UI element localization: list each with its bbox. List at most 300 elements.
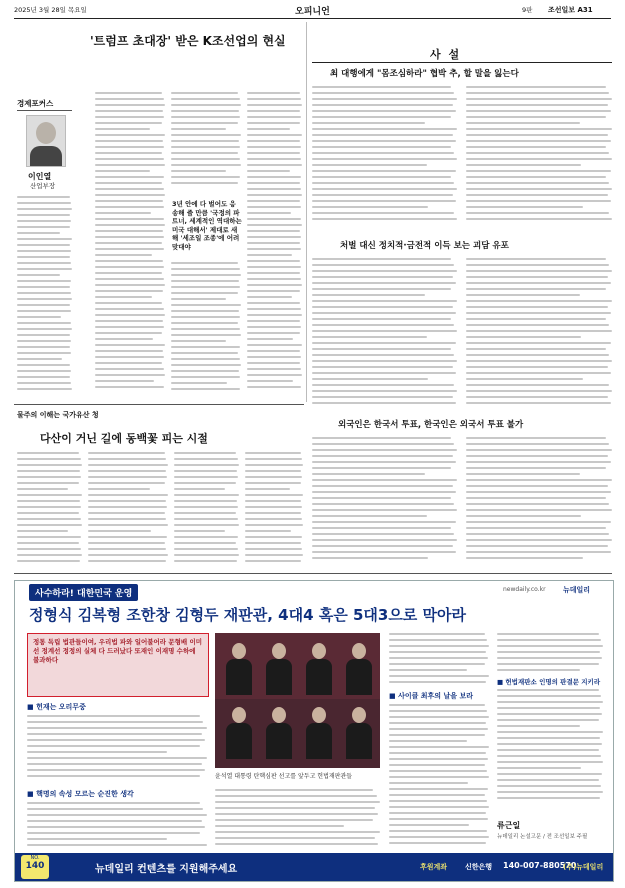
text-line [17,292,71,294]
text-line [312,188,457,190]
text-line [88,560,166,562]
text-line [312,158,457,160]
text-line [497,633,599,635]
text-line [497,645,603,647]
text-line [171,286,240,288]
editorial-2-title: 처벌 대신 정치적·금전적 이득 보는 괴담 유포 [340,241,509,251]
text-line [312,134,453,136]
text-line [171,164,241,166]
editorial-2-body-b [466,258,612,408]
text-line [247,332,300,334]
text-line [466,396,608,398]
text-line [466,342,611,344]
text-line [215,837,375,839]
column2-body-col-b [88,452,168,567]
text-line [171,298,226,300]
text-line [247,326,301,328]
text-line [466,318,606,320]
text-line [95,326,164,328]
text-line [247,266,301,268]
text-line [95,122,162,124]
text-line [174,458,238,460]
text-line [17,530,68,532]
text-line [171,182,238,184]
text-line [247,194,302,196]
text-line [466,170,611,172]
text-line [171,158,240,160]
text-line [312,372,456,374]
ad-support-text: 뉴데일리 컨텐츠를 지원해주세요 [95,864,238,875]
text-line [247,158,301,160]
text-line [215,831,380,833]
text-line [174,452,236,454]
text-line [174,554,239,556]
text-line [95,182,162,184]
text-line [95,242,162,244]
text-line [95,278,164,280]
text-line [174,548,238,550]
text-line [312,206,428,208]
ad-col4-body-a [497,633,603,675]
text-line [95,338,153,340]
text-line [312,521,456,523]
text-line [17,232,60,234]
text-line [27,844,207,846]
text-line [171,116,240,118]
text-line [171,274,241,276]
text-line [466,509,612,511]
text-line [389,806,489,808]
text-line [27,775,200,777]
ad-col1-body-b [27,802,207,850]
text-line [17,262,71,264]
text-line [247,164,302,166]
text-line [247,296,292,298]
text-line [88,494,168,496]
text-line [171,346,240,348]
text-line [497,725,580,727]
text-line [95,176,164,178]
text-line [215,789,373,791]
text-line [389,734,485,736]
editorial-3-title: 외국인은 한국서 투표, 한국인은 외국서 투표 불가 [338,420,524,430]
column1-body-col-d [247,92,302,397]
ad-account-number: 140-007-880570 [503,861,577,870]
text-line [247,212,291,214]
text-line [95,212,151,214]
text-line [17,196,70,198]
text-line [497,695,601,697]
text-line [247,200,300,202]
text-line [312,194,453,196]
text-line [27,832,200,834]
text-line [17,244,70,246]
ad-section-4: ■ 헌법재판소 인명의 판결문 지키라 [497,678,601,686]
text-line [247,182,300,184]
text-line [247,374,302,376]
text-line [245,560,301,562]
text-line [312,551,456,553]
text-line [171,170,226,172]
ad-section-1-label: 헌재는 오리무중 [36,703,86,711]
text-line [247,338,293,340]
text-line [17,208,72,210]
text-line [171,340,226,342]
text-line [17,494,82,496]
text-line [174,518,238,520]
text-line [17,376,70,378]
text-line [95,362,162,364]
editorial-1-title: 최 대행에게 "몸조심하라" 협박 추, 할 말을 잃는다 [330,69,519,79]
ad-badge-number: 140 [25,861,45,871]
text-line [95,200,163,202]
text-line [88,524,168,526]
text-line [171,122,238,124]
text-line [389,633,485,635]
text-line [466,455,608,457]
text-line [215,807,375,809]
text-line [312,342,456,344]
text-line [466,360,612,362]
text-line [497,797,600,799]
text-line [17,256,70,258]
text-line [171,334,241,336]
divider-left-group [306,22,307,402]
ad-headline: 정형식 김복형 조한창 김형두 재판관, 4대4 혹은 5대3으로 막아라 [29,606,466,624]
text-line [389,669,467,671]
text-line [466,264,609,266]
text-line [174,476,238,478]
text-line [312,503,454,505]
ad-section-1: ■ 헌재는 오리무중 [27,703,86,711]
text-line [312,396,453,398]
text-line [466,503,609,505]
text-line [95,98,164,100]
text-line [171,352,238,354]
column2-body-col-a [17,452,82,567]
text-line [95,128,150,130]
text-line [312,545,453,547]
text-line [466,515,581,517]
text-line [17,280,71,282]
text-line [171,110,239,112]
text-line [389,800,487,802]
text-line [245,518,302,520]
text-line [466,104,608,106]
text-line [17,268,72,270]
text-line [466,354,609,356]
text-line [95,356,164,358]
text-line [245,548,302,550]
text-line [245,452,301,454]
column1-body-col-a [17,196,72,396]
text-line [497,773,602,775]
text-line [171,140,239,142]
text-line [312,86,451,88]
text-line [312,318,451,320]
text-line [312,336,427,338]
text-line [17,214,70,216]
column2-byline: 물주의 이해는 국가유산 청 [17,411,99,419]
text-line [312,539,457,541]
text-line [389,704,485,706]
text-line [466,437,606,439]
text-line [247,290,300,292]
text-line [17,340,71,342]
text-line [17,524,82,526]
editorial-3-body-a [312,437,457,567]
text-line [466,449,612,451]
text-line [245,536,302,538]
text-line [245,464,303,466]
text-line [95,194,165,196]
ad-support-bar [15,853,613,881]
text-line [466,206,583,208]
text-line [389,746,489,748]
text-line [95,386,164,388]
text-line [17,548,81,550]
text-line [17,220,71,222]
text-line [95,266,164,268]
text-line [466,312,611,314]
text-line [95,218,164,220]
text-line [466,282,611,284]
column2-headline: 다산이 거닌 길에 동백꽃 피는 시절 [40,432,208,445]
masthead-rule [14,18,611,19]
text-line [27,727,207,729]
text-line [247,386,301,388]
text-line [95,296,152,298]
text-line [95,134,165,136]
text-line [95,158,164,160]
text-line [497,731,603,733]
text-line [245,524,303,526]
text-line [466,134,608,136]
ad-photo-caption: 윤석열 대통령 탄핵심판 선고를 앞두고 헌법재판관들 [215,773,353,780]
text-line [312,467,451,469]
text-line [466,348,606,350]
text-line [312,282,456,284]
text-line [171,322,238,324]
column1-body-col-c2 [171,262,241,396]
text-line [95,320,163,322]
text-line [312,170,456,172]
text-line [312,360,457,362]
text-line [497,689,599,691]
text-line [466,92,609,94]
text-line [247,128,290,130]
text-line [466,258,606,260]
text-line [245,470,301,472]
text-line [17,470,80,472]
text-line [389,657,488,659]
text-line [247,242,300,244]
editorial-rule-top [312,62,612,63]
text-line [312,402,456,404]
text-line [466,539,612,541]
text-line [466,218,612,220]
text-line [171,152,238,154]
text-line [466,276,608,278]
text-line [215,819,373,821]
text-line [17,346,70,348]
text-line [389,782,468,784]
text-line [497,749,599,751]
text-line [245,512,301,514]
text-line [247,308,301,310]
ad-col3-body-a [389,633,489,688]
text-line [466,521,611,523]
text-line [389,663,485,665]
text-line [497,719,599,721]
text-line [171,98,240,100]
text-line [312,437,451,439]
text-line [174,560,237,562]
ad-badge [21,855,49,879]
text-line [312,140,456,142]
text-line [27,820,202,822]
text-line [466,384,609,386]
text-line [312,218,457,220]
text-line [466,473,580,475]
ad-bank: 신한은행 [465,863,493,871]
text-line [17,250,71,252]
text-line [312,354,454,356]
ad-left-box [27,633,209,697]
text-line [389,740,467,742]
ad-account-label: 후원계좌 [420,863,448,871]
text-line [247,230,300,232]
text-line [312,110,456,112]
text-line [171,128,226,130]
text-line [95,230,163,232]
text-line [171,176,240,178]
text-line [95,260,163,262]
text-line [171,358,240,360]
text-line [95,272,162,274]
text-line [466,479,612,481]
text-line [466,324,609,326]
text-line [245,458,302,460]
text-line [27,802,200,804]
text-line [312,366,453,368]
text-line [312,200,456,202]
text-line [27,838,167,840]
masthead-section: 오피니언 [295,7,330,17]
text-line [389,830,487,832]
text-line [215,843,378,845]
text-line [17,382,71,384]
text-line [312,312,456,314]
text-line [17,322,71,324]
ad-kicker-text: 사수하라! 대한민국 운영 [29,584,138,601]
text-line [312,443,454,445]
text-line [312,212,454,214]
text-line [88,488,150,490]
page-bottom-rule [14,573,612,574]
text-line [247,170,290,172]
text-line [174,488,225,490]
text-line [95,332,162,334]
text-line [312,527,451,529]
text-line [95,164,165,166]
text-line [466,461,611,463]
text-line [88,500,166,502]
text-line [389,836,489,838]
text-line [497,651,600,653]
ad-section-2: ■ 핵명의 속성 모르는 순진한 생각 [27,790,134,798]
text-line [27,739,205,741]
text-line [497,737,600,739]
text-line [88,536,167,538]
text-line [171,370,239,372]
text-line [17,310,71,312]
text-line [312,390,457,392]
text-line [88,470,166,472]
text-line [88,506,167,508]
text-line [312,98,457,100]
text-line [174,542,236,544]
text-line [215,795,377,797]
text-line [247,110,300,112]
text-line [247,302,300,304]
text-line [497,743,602,745]
text-line [466,200,611,202]
text-line [27,745,200,747]
text-line [88,548,166,550]
text-line [88,542,165,544]
text-line [17,202,71,204]
text-line [497,657,602,659]
text-line [247,134,302,136]
text-line [312,348,451,350]
text-line [247,236,301,238]
text-line [312,378,428,380]
text-line [95,116,164,118]
text-line [466,330,612,332]
text-line [312,182,454,184]
text-line [174,530,225,532]
text-line [27,757,207,759]
text-line [171,364,241,366]
text-line [88,482,165,484]
text-line [312,306,453,308]
text-line [247,272,300,274]
text-line [466,372,611,374]
text-line [466,390,612,392]
text-line [497,761,603,763]
text-line [389,639,487,641]
column1-subhead: 3년 안에 다 벌어도 응송해 줄 만큼 '국정의 파트너, 세계적인 역대하는 미국 대해서' 제대로 새 해 '세조일 조종'에 어려 맞대야 [172,200,242,251]
ad-section-3-label: 사이클 최후의 날을 보라 [398,692,473,700]
text-line [17,304,70,306]
text-line [466,467,606,469]
ad-section-3: ■ 사이클 최후의 날을 보라 [389,692,473,700]
text-line [171,92,238,94]
text-line [247,146,301,148]
text-line [27,715,200,717]
text-line [174,482,236,484]
text-line [174,512,236,514]
text-line [171,268,240,270]
text-line [247,380,293,382]
text-line [312,128,457,130]
text-line [95,206,164,208]
text-line [466,366,608,368]
text-line [389,824,469,826]
text-line [466,533,609,535]
text-line [312,557,428,559]
